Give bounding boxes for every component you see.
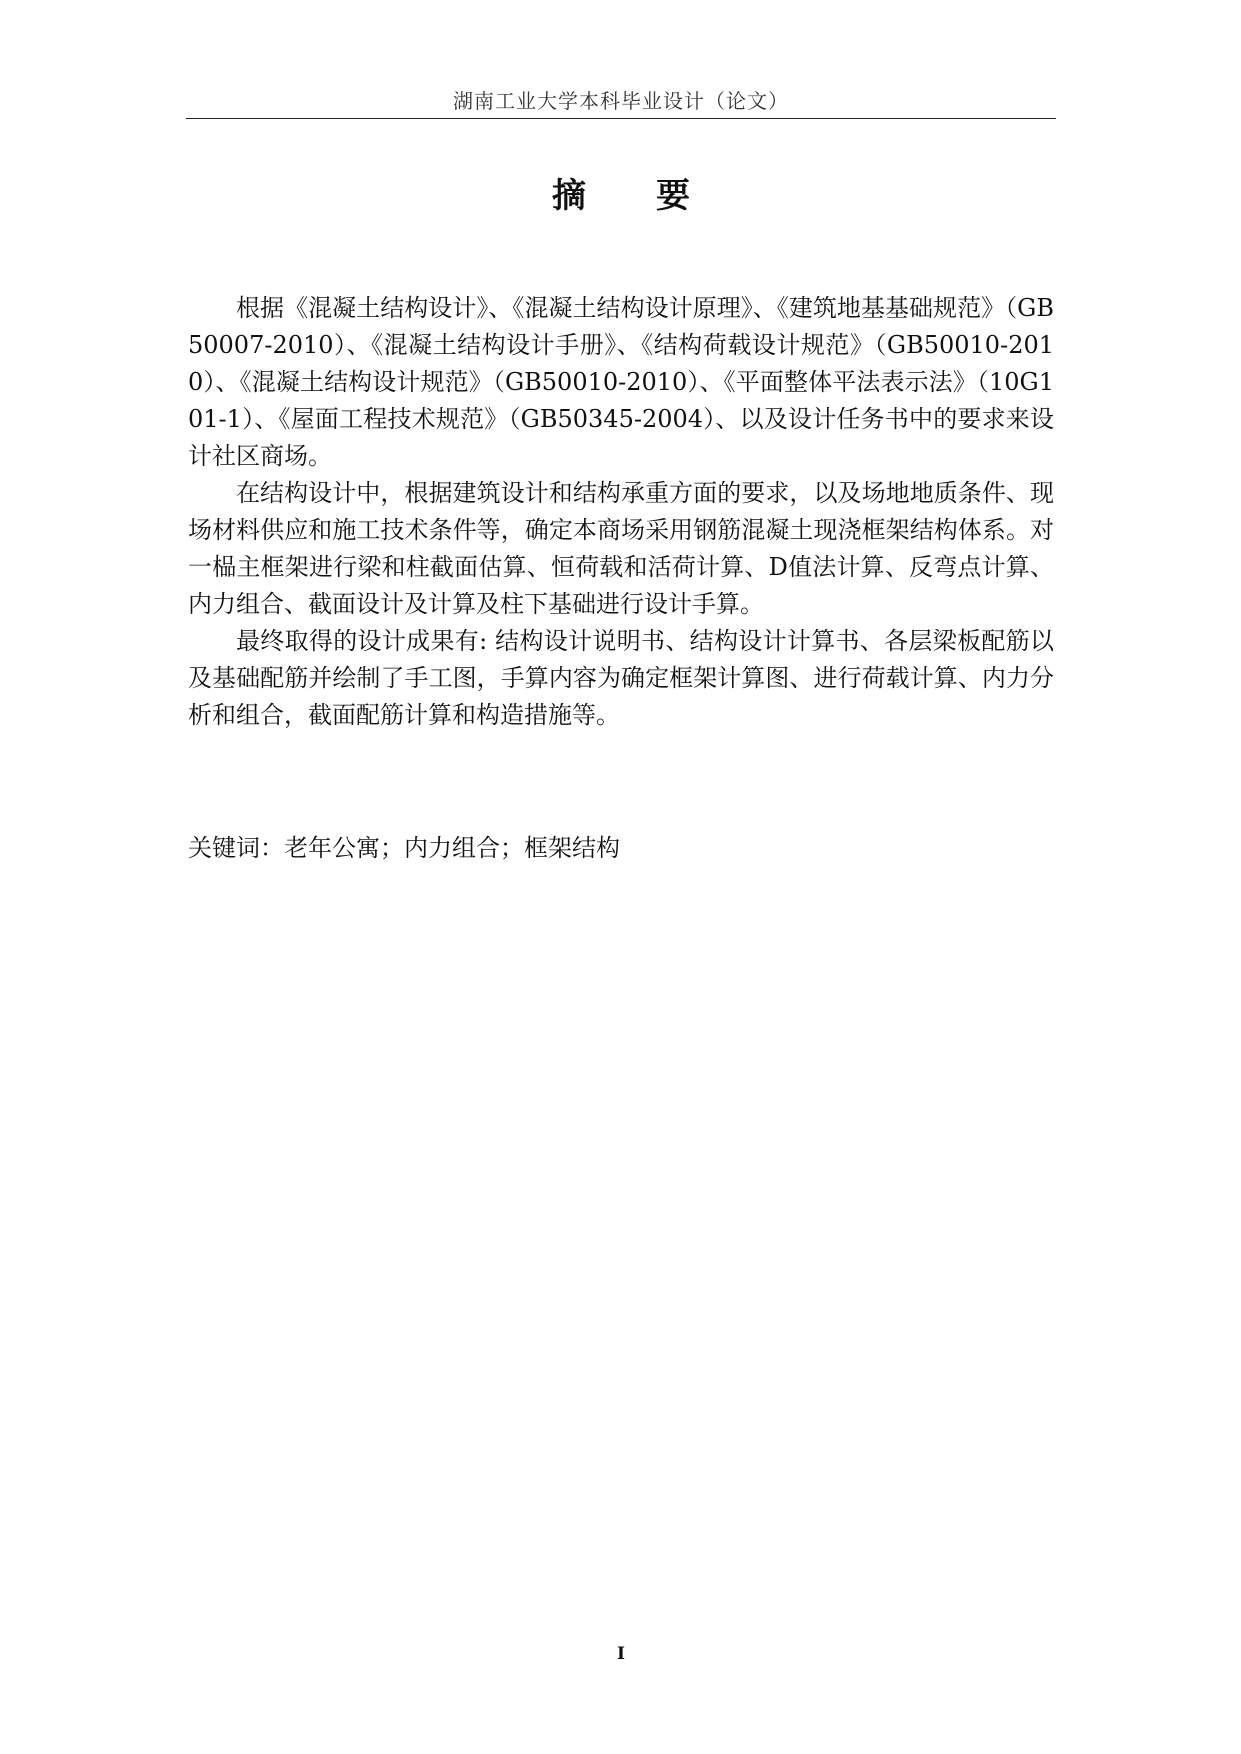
running-header: 湖南工业大学本科毕业设计（论文） bbox=[453, 89, 789, 113]
abstract-body bbox=[188, 290, 1054, 734]
keywords-value: 老年公寓；内力组合；框架结构 bbox=[284, 834, 620, 862]
keywords-line bbox=[188, 830, 1054, 867]
keywords-label: 关键词： bbox=[188, 834, 284, 862]
abstract-paragraph-3: 最终取得的设计成果有: 结构设计说明书、结构设计计算书、各层梁板配筋以及基础配筋并绘制了手工图，手算内容为确定框架计算图、进行荷载计算、内力分析和组合，截面配筋计算和构造措施等。 bbox=[188, 627, 1054, 729]
abstract-paragraph-1: 根据《混凝土结构设计》、《混凝土结构设计原理》、《建筑地基基础规范》（GB50007-2010）、《混凝土结构设计手册》、《结构荷载设计规范》（GB50010-2010）、《混凝土结构设计规范》（GB50010-2010）、《平面整体平法表示法》（10G101-1）、《屋面工程技术规范》（GB50345-2004）、以及设计任务书中的要求来设计社区商场。 bbox=[188, 294, 1054, 470]
abstract-title: 摘 要 bbox=[552, 176, 708, 216]
page-number: I bbox=[617, 1644, 625, 1664]
abstract-paragraph-2: 在结构设计中，根据建筑设计和结构承重方面的要求，以及场地地质条件、现场材料供应和施工技术条件等，确定本商场采用钢筋混凝土现浇框架结构体系。对一榀主框架进行梁和柱截面估算、恒荷载和活荷计算、D值法计算、反弯点计算、内力组合、截面设计及计算及柱下基础进行设计手算。 bbox=[188, 479, 1054, 618]
header-divider bbox=[186, 118, 1056, 119]
